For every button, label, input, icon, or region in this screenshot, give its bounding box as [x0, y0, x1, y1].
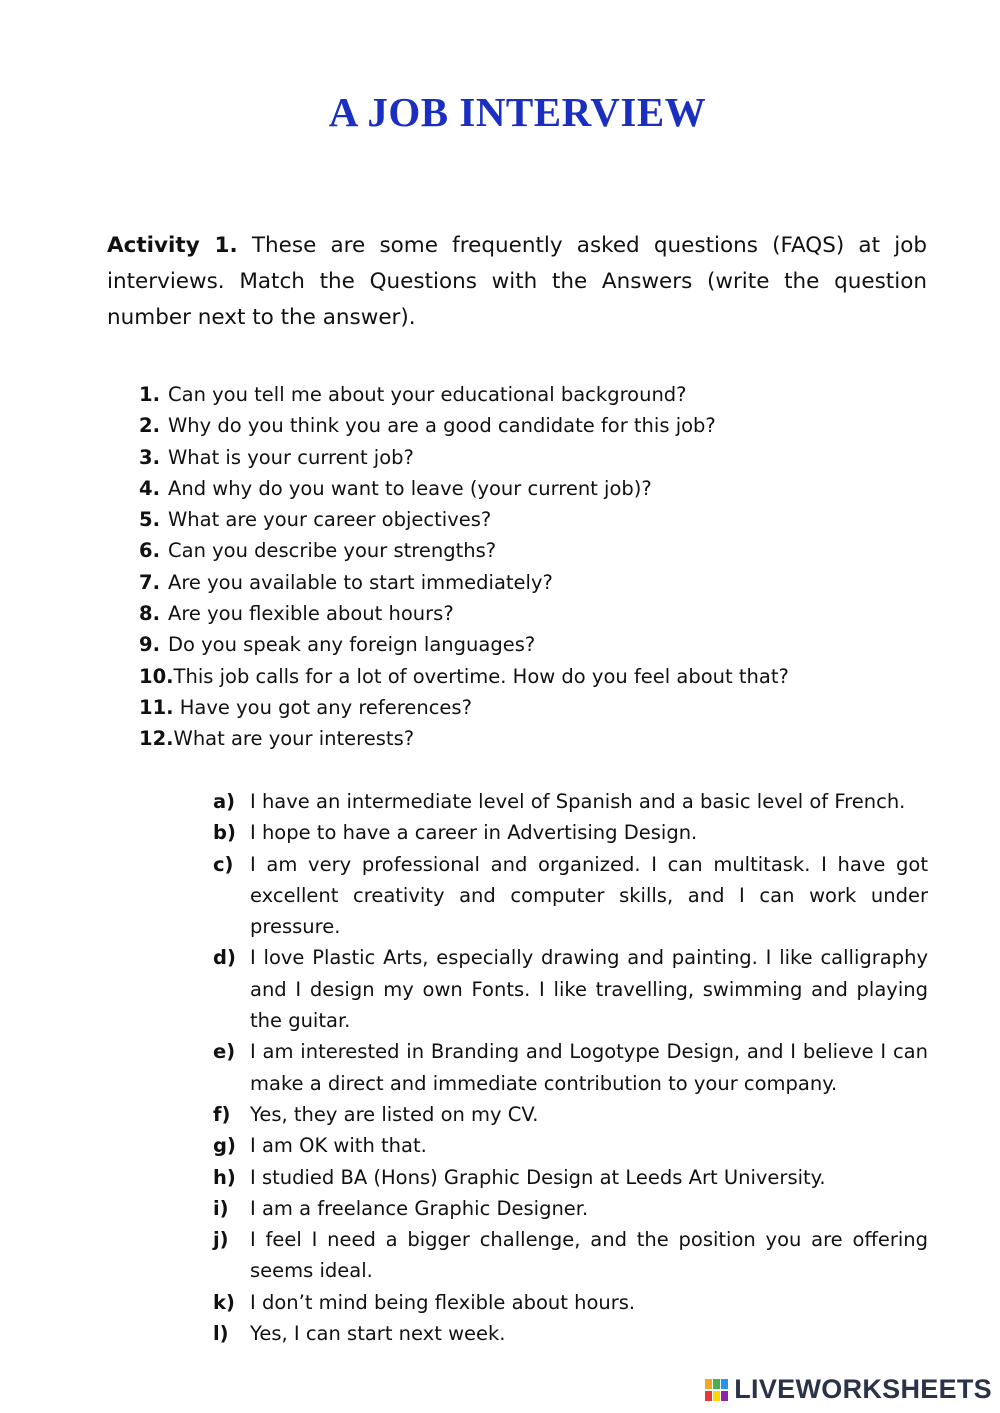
answer-letter: g) — [213, 1134, 236, 1158]
question-item — [139, 379, 939, 410]
question-item — [139, 535, 939, 566]
activity-text: These are some frequently asked questions (FAQS) at job interviews. Match the Questions with the Answers (write the question number next to the answer). — [107, 233, 927, 330]
answer-letter: c) — [213, 852, 234, 876]
question-item — [139, 567, 939, 598]
question-number: 1. — [139, 383, 160, 406]
answer-letter: k) — [213, 1290, 235, 1314]
question-text: Why do you think you are a good candidate for this job? — [168, 414, 716, 438]
answer-text: I feel I need a bigger challenge, and the position you are offering seems ideal. — [250, 1228, 928, 1283]
question-number: 4. — [139, 476, 160, 500]
question-text: This job calls for a lot of overtime. How do you feel about that? — [173, 664, 789, 688]
question-text: Have you got any references? — [173, 695, 472, 719]
answer-text: I studied BA (Hons) Graphic Design at Leeds Art University. — [250, 1165, 826, 1189]
question-text: What are your interests? — [173, 727, 415, 751]
question-number: 11. — [139, 695, 174, 719]
answer-item — [213, 942, 928, 1036]
page-title: A JOB INTERVIEW — [328, 89, 707, 135]
answer-letter: l) — [213, 1322, 229, 1346]
answer-item — [213, 1193, 928, 1224]
answer-letter: d) — [213, 946, 236, 970]
question-text: Are you available to start immediately? — [168, 570, 553, 594]
question-number: 7. — [139, 570, 160, 594]
question-item — [139, 473, 939, 504]
question-item — [139, 442, 939, 473]
answer-item — [213, 849, 928, 943]
liveworksheets-brand[interactable] — [704, 1374, 992, 1405]
answer-letter: b) — [213, 821, 236, 845]
question-text: Can you tell me about your educational background? — [168, 383, 687, 406]
answer-item — [213, 1162, 928, 1193]
question-number: 2. — [139, 414, 160, 438]
question-number: 8. — [139, 602, 160, 626]
question-item — [139, 598, 939, 629]
answer-text: I love Plastic Arts, especially drawing and painting. I like calligraphy and I design my own Fonts. I like travelling, swimming and playing the guitar. — [250, 946, 928, 1033]
question-number: 9. — [139, 633, 160, 657]
answer-letter: f) — [213, 1102, 231, 1126]
answer-text: Yes, I can start next week. — [250, 1322, 506, 1346]
question-item — [139, 692, 939, 723]
answer-letter: a) — [213, 790, 236, 813]
answer-item — [213, 1287, 928, 1318]
answer-list — [213, 786, 928, 1349]
question-list — [139, 379, 939, 755]
activity-instructions — [107, 228, 927, 336]
answer-text: I have an intermediate level of Spanish and a basic level of French. — [250, 790, 906, 813]
question-text: Are you flexible about hours? — [168, 602, 454, 626]
liveworksheets-logo-icon — [704, 1377, 730, 1403]
answer-letter: e) — [213, 1040, 236, 1064]
question-text: Can you describe your strengths? — [168, 539, 497, 563]
brand-text: LIVEWORKSHEETS — [734, 1374, 992, 1404]
question-number: 12. — [139, 727, 174, 751]
answer-text: Yes, they are listed on my CV. — [250, 1102, 539, 1126]
answer-letter: h) — [213, 1165, 236, 1189]
question-number: 5. — [139, 508, 160, 532]
activity-label: Activity 1. — [107, 233, 238, 258]
answer-item — [213, 786, 928, 817]
answer-item — [213, 1036, 928, 1099]
question-text: And why do you want to leave (your current job)? — [168, 476, 652, 500]
question-number: 10. — [139, 664, 174, 688]
question-item — [139, 723, 939, 754]
answer-text: I don’t mind being flexible about hours. — [250, 1290, 636, 1314]
question-item — [139, 504, 939, 535]
question-item — [139, 629, 939, 660]
question-number: 3. — [139, 445, 160, 469]
answer-text: I hope to have a career in Advertising Design. — [250, 821, 698, 845]
question-item — [139, 410, 939, 441]
answer-item — [213, 817, 928, 848]
answer-letter: i) — [213, 1196, 229, 1220]
answer-text: I am a freelance Graphic Designer. — [250, 1196, 589, 1220]
question-number: 6. — [139, 539, 160, 563]
answer-letter: j) — [213, 1228, 229, 1252]
answer-text: I am very professional and organized. I can multitask. I have got excellent creativity and computer skills, and I can work under pressure. — [250, 852, 928, 939]
answer-item — [213, 1099, 928, 1130]
answer-item — [213, 1318, 928, 1349]
answer-text: I am OK with that. — [250, 1134, 427, 1158]
question-text: Do you speak any foreign languages? — [168, 633, 536, 657]
question-text: What are your career objectives? — [168, 508, 492, 532]
answer-item — [213, 1130, 928, 1161]
question-item — [139, 661, 939, 692]
question-text: What is your current job? — [168, 445, 414, 469]
answer-item — [213, 1224, 928, 1287]
answer-text: I am interested in Branding and Logotype Design, and I believe I can make a direct and immediate contribution to your company. — [250, 1040, 928, 1095]
